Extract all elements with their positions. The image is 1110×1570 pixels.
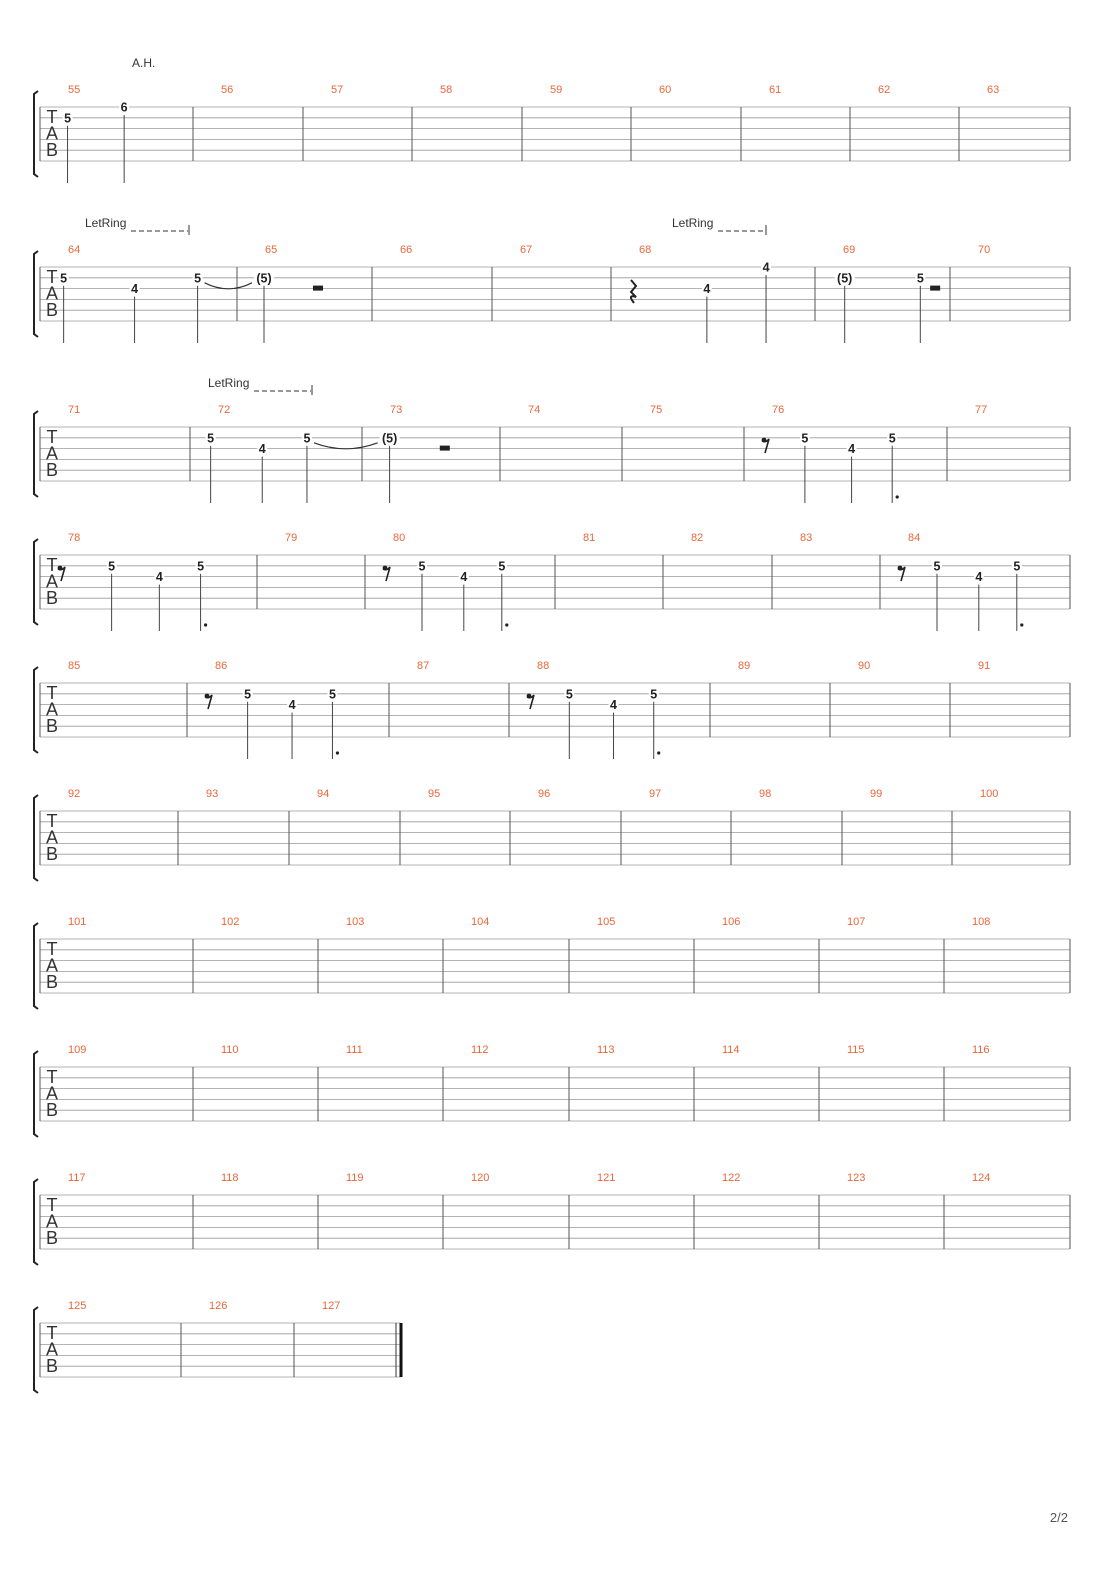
tab-clef-letter: T (46, 939, 58, 959)
fret-number: 5 (418, 559, 426, 574)
measure-number: 78 (68, 532, 81, 544)
measure-number: 112 (471, 1044, 489, 1056)
measure-number: 98 (759, 788, 772, 800)
dot-mark (1020, 623, 1023, 626)
fret-number: (5) (837, 271, 853, 286)
dot-mark (657, 751, 660, 754)
fret-number: 5 (888, 431, 896, 446)
measure-number: 70 (978, 244, 991, 256)
system-bracket (34, 1179, 38, 1265)
fret-number: 4 (762, 260, 770, 275)
eighth-rest-stem (383, 567, 390, 581)
system-bracket (34, 411, 38, 497)
eighth-rest-stem (898, 567, 905, 581)
tab-clef-letter: T (46, 811, 58, 831)
fret-number: 4 (703, 282, 711, 297)
measure-number: 80 (393, 532, 406, 544)
measure-number: 83 (800, 532, 813, 544)
let-ring-label: LetRing (672, 216, 714, 230)
tab-clef-letter: B (45, 1356, 59, 1376)
fret-number: 4 (975, 570, 983, 585)
tab-clef-letter: B (45, 140, 59, 160)
measure-number: 126 (209, 1300, 228, 1312)
dot-mark (505, 623, 508, 626)
tab-clef-letter: T (46, 267, 58, 287)
fret-number: 5 (328, 687, 336, 702)
fret-number: 4 (460, 570, 468, 585)
tab-clef-letter: T (46, 107, 58, 127)
fret-number: (5) (381, 431, 398, 446)
measure-number: 67 (520, 244, 533, 256)
let-ring-label: LetRing (208, 376, 250, 390)
fret-number: 5 (194, 271, 202, 286)
tab-clef-letter: A (45, 123, 59, 144)
measure-number: 93 (206, 788, 219, 800)
fret-number: 5 (60, 271, 68, 286)
measure-number: 117 (68, 1172, 86, 1184)
measure-number: 69 (843, 244, 856, 256)
measure-number: 74 (528, 404, 541, 416)
measure-number: 89 (738, 660, 751, 672)
tab-clef-letter: B (45, 716, 59, 736)
measure-number: 86 (215, 660, 228, 672)
fret-number: 4 (131, 282, 139, 297)
fret-number: 5 (197, 559, 205, 574)
eighth-rest-stem (58, 567, 65, 581)
measure-number: 102 (221, 916, 240, 928)
fret-number: 5 (498, 559, 506, 574)
measure-number: 82 (691, 532, 704, 544)
measure-number: 62 (878, 84, 891, 96)
measure-number: 118 (221, 1172, 239, 1184)
measure-number: 64 (68, 244, 81, 256)
measure-number: 63 (987, 84, 1000, 96)
tab-clef-letter: T (46, 555, 58, 575)
measure-number: 124 (972, 1172, 991, 1184)
measure-number: 76 (772, 404, 785, 416)
eighth-rest-stem (527, 695, 534, 709)
tab-clef-letter: A (45, 1211, 59, 1232)
tab-clef-letter: T (46, 1067, 58, 1087)
tab-clef-letter: B (45, 460, 59, 480)
measure-number: 109 (68, 1044, 87, 1056)
tab-clef-letter: B (45, 844, 59, 864)
tab-clef-letter: B (45, 1100, 59, 1120)
fret-number: 4 (848, 442, 856, 457)
fret-number: 5 (244, 687, 252, 702)
measure-number: 72 (218, 404, 231, 416)
tab-clef-letter: A (45, 443, 59, 464)
fret-number: 5 (108, 559, 116, 574)
measure-number: 119 (346, 1172, 364, 1184)
measure-number: 79 (285, 532, 298, 544)
tie-arc (205, 283, 252, 289)
system-bracket (34, 1051, 38, 1137)
system-bracket (34, 1307, 38, 1393)
system-bracket (34, 539, 38, 625)
measure-number: 55 (68, 84, 81, 96)
measure-number: 97 (649, 788, 662, 800)
tab-clef-letter: T (46, 1323, 58, 1343)
fret-number: 4 (258, 442, 266, 457)
measure-number: 94 (317, 788, 330, 800)
tab-clef-letter: A (45, 571, 59, 592)
tie-arc (314, 443, 378, 449)
measure-number: 108 (972, 916, 991, 928)
fret-number: 5 (1013, 559, 1021, 574)
tab-clef-letter: A (45, 955, 59, 976)
measure-number: 99 (870, 788, 883, 800)
measure-number: 77 (975, 404, 988, 416)
measure-number: 114 (722, 1044, 740, 1056)
tab-clef-letter: A (45, 283, 59, 304)
fret-number: (5) (256, 271, 272, 286)
fret-number: 4 (288, 698, 296, 713)
measure-number: 103 (346, 916, 365, 928)
dot-mark (204, 623, 207, 626)
measure-number: 104 (471, 916, 490, 928)
fret-number: 5 (801, 431, 809, 446)
tab-clef-letter: B (45, 588, 59, 608)
page-number: 2/2 (1049, 1510, 1068, 1525)
tab-clef-letter: A (45, 827, 59, 848)
measure-number: 115 (847, 1044, 865, 1056)
measure-number: 60 (659, 84, 672, 96)
measure-number: 85 (68, 660, 81, 672)
fret-number: 5 (650, 687, 658, 702)
fret-number: 5 (64, 111, 72, 126)
measure-number: 95 (428, 788, 441, 800)
measure-number: 123 (847, 1172, 866, 1184)
measure-number: 71 (68, 404, 81, 416)
measure-number: 127 (322, 1300, 341, 1312)
let-ring-label: LetRing (85, 216, 127, 230)
tab-clef-letter: B (45, 300, 59, 320)
tab-clef-letter: B (45, 972, 59, 992)
measure-number: 90 (858, 660, 871, 672)
measure-number: 107 (847, 916, 866, 928)
half-rest (440, 446, 450, 451)
measure-number: 92 (68, 788, 81, 800)
fret-number: 5 (207, 431, 215, 446)
measure-number: 113 (597, 1044, 615, 1056)
tab-clef-letter: T (46, 683, 58, 703)
measure-number: 58 (440, 84, 453, 96)
measure-number: 56 (221, 84, 234, 96)
measure-number: 111 (346, 1044, 363, 1056)
system-bracket (34, 795, 38, 881)
tab-clef-letter: A (45, 1083, 59, 1104)
fret-number: 5 (933, 559, 941, 574)
measure-number: 96 (538, 788, 551, 800)
dot-mark (336, 751, 339, 754)
measure-number: 57 (331, 84, 344, 96)
measure-number: 87 (417, 660, 430, 672)
half-rest (930, 286, 940, 291)
measure-number: 59 (550, 84, 563, 96)
half-rest (313, 286, 323, 291)
fret-number: 5 (565, 687, 573, 702)
measure-number: 88 (537, 660, 550, 672)
fret-number: 4 (155, 570, 163, 585)
system-bracket (34, 91, 38, 177)
measure-number: 105 (597, 916, 616, 928)
tab-clef-letter: T (46, 1195, 58, 1215)
measure-number: 125 (68, 1300, 87, 1312)
measure-number: 91 (978, 660, 991, 672)
measure-number: 122 (722, 1172, 741, 1184)
fret-number: 6 (120, 100, 128, 115)
system-bracket (34, 923, 38, 1009)
system-bracket (34, 667, 38, 753)
dot-mark (896, 495, 899, 498)
technique-label: A.H. (132, 56, 156, 70)
measure-number: 68 (639, 244, 652, 256)
measure-number: 66 (400, 244, 413, 256)
system-bracket (34, 251, 38, 337)
fret-number: 5 (916, 271, 924, 286)
measure-number: 120 (471, 1172, 490, 1184)
eighth-rest-stem (762, 439, 769, 453)
measure-number: 61 (769, 84, 782, 96)
fret-number: 5 (303, 431, 311, 446)
measure-number: 73 (390, 404, 403, 416)
measure-number: 75 (650, 404, 663, 416)
measure-number: 116 (972, 1044, 990, 1056)
fret-number: 4 (610, 698, 617, 713)
eighth-rest-stem (205, 695, 212, 709)
measure-number: 100 (980, 788, 999, 800)
tab-clef-letter: A (45, 699, 59, 720)
measure-number: 101 (68, 916, 87, 928)
tab-clef-letter: B (45, 1228, 59, 1248)
tab-clef-letter: A (45, 1339, 59, 1360)
measure-number: 110 (221, 1044, 239, 1056)
measure-number: 106 (722, 916, 741, 928)
measure-number: 65 (265, 244, 278, 256)
measure-number: 121 (597, 1172, 616, 1184)
measure-number: 84 (908, 532, 921, 544)
measure-number: 81 (583, 532, 596, 544)
tab-clef-letter: T (46, 427, 58, 447)
